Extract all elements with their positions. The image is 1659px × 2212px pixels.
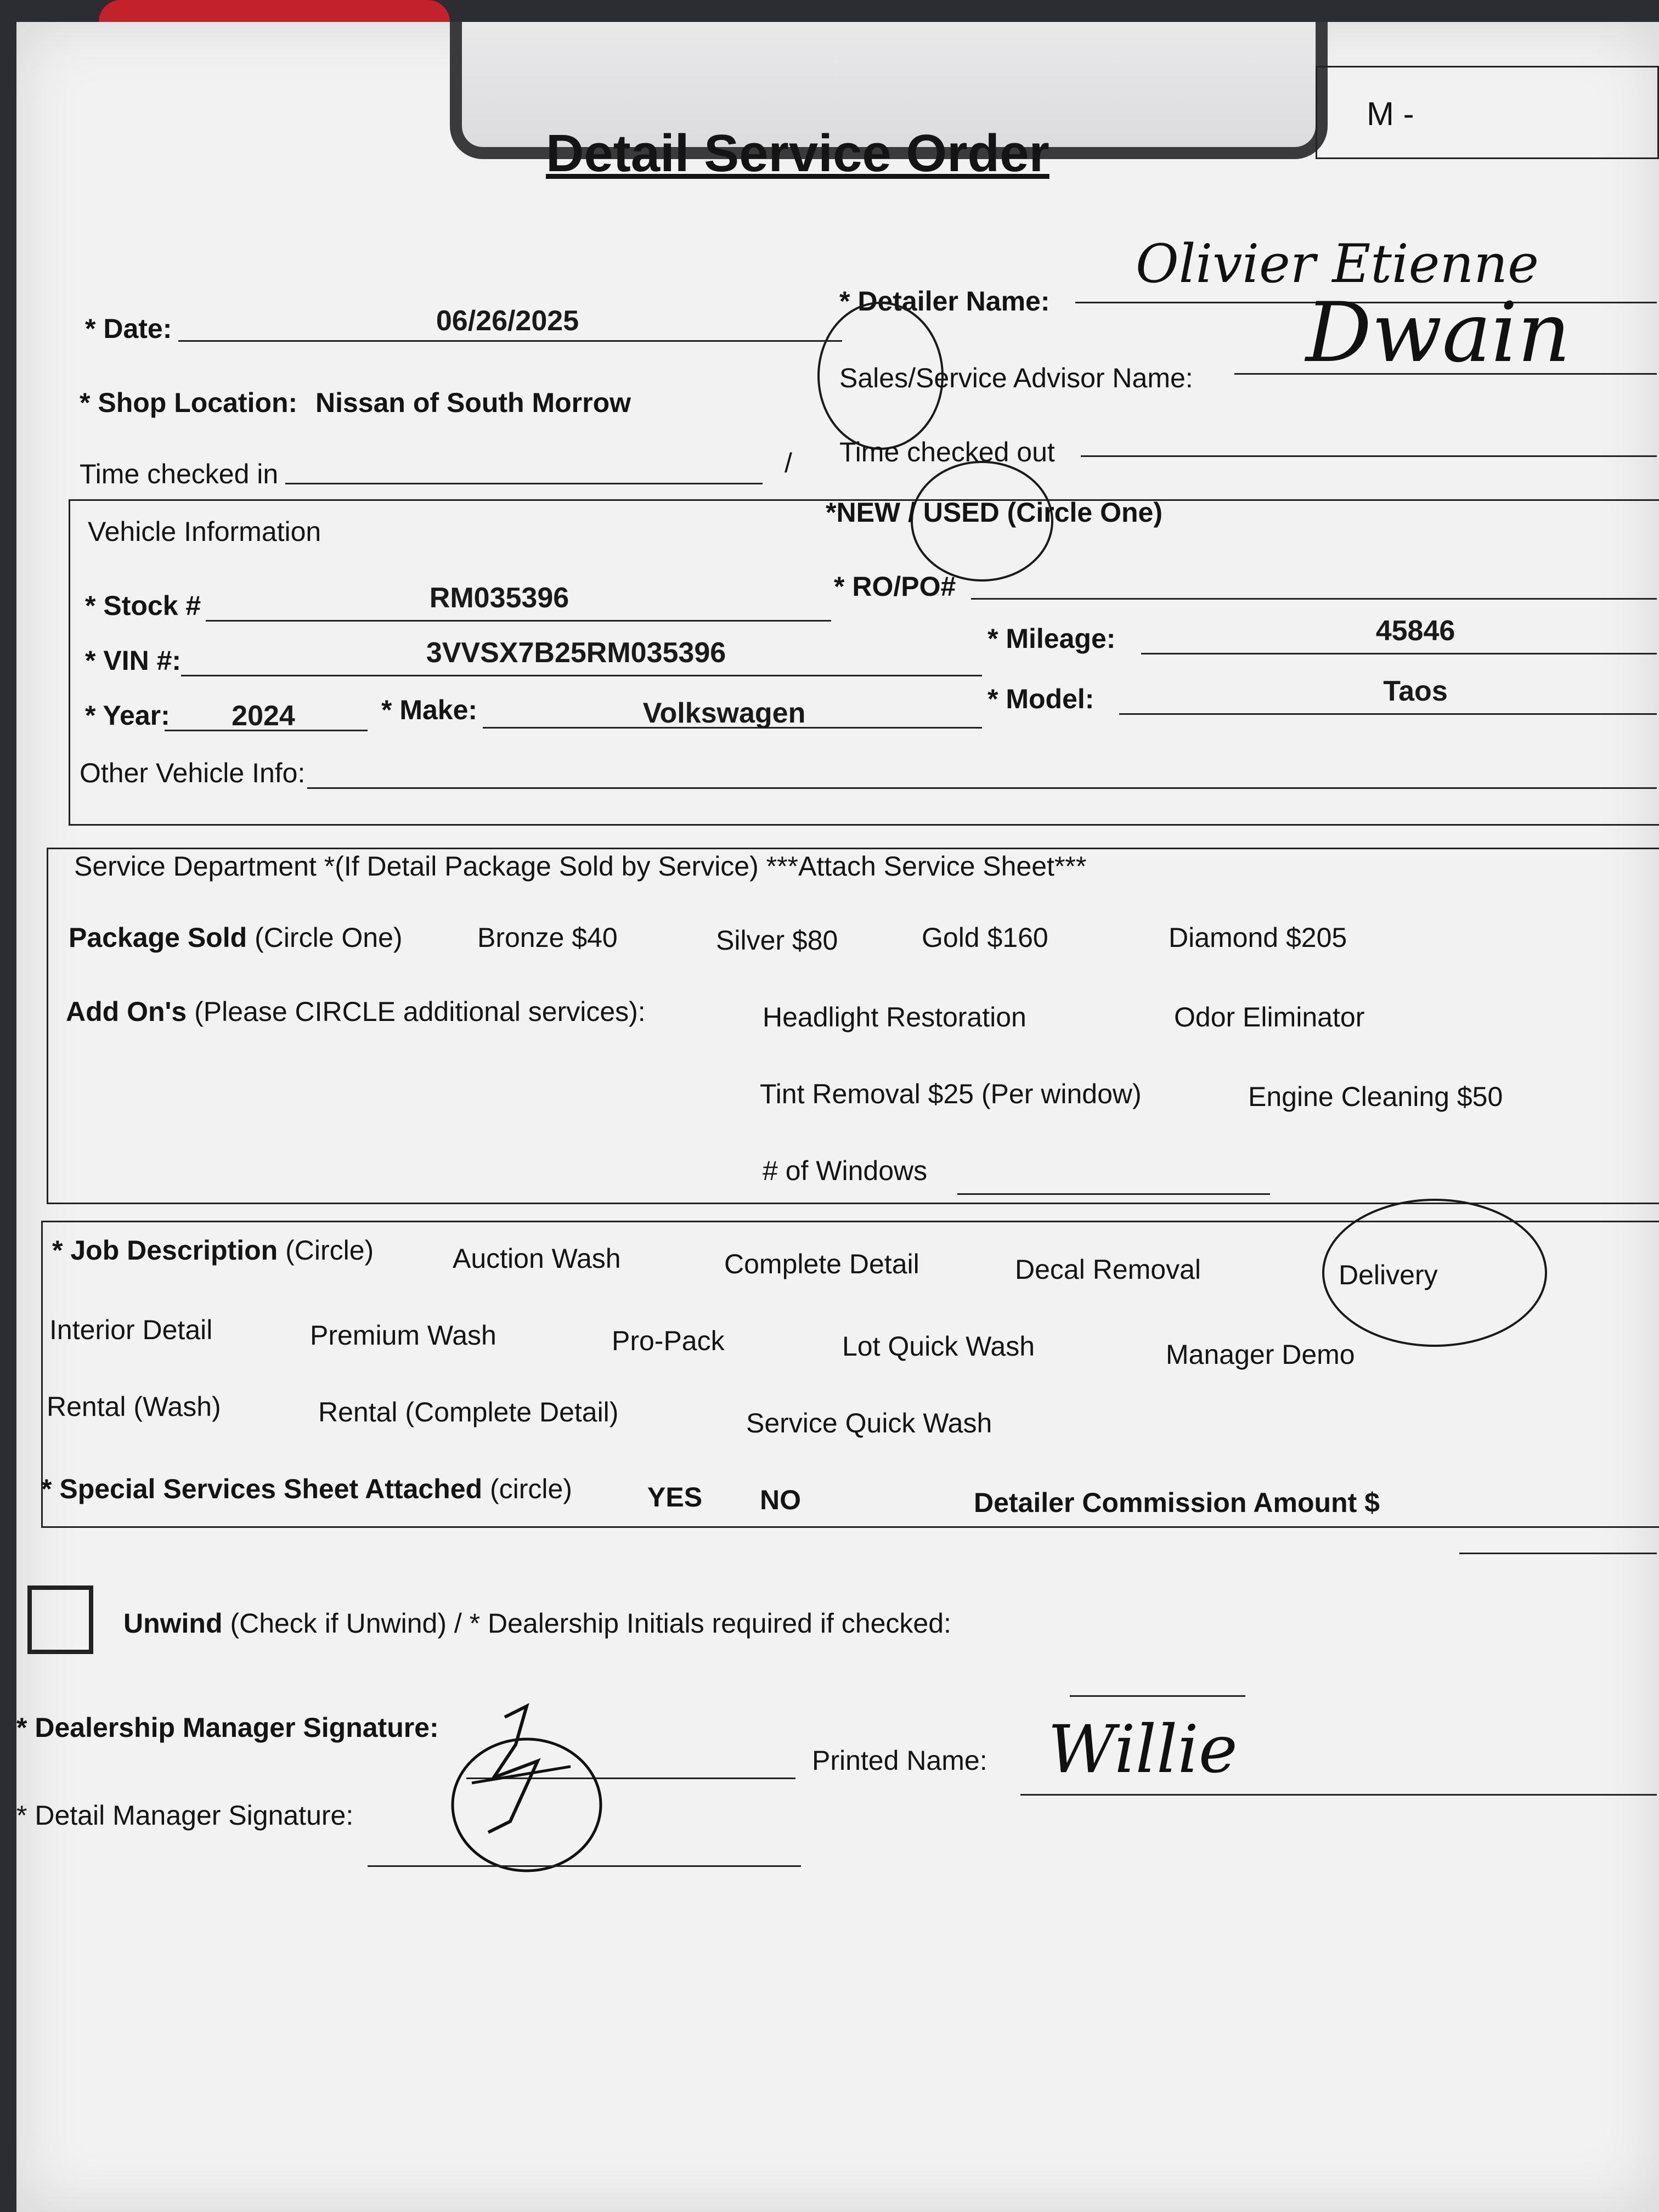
date-label: * Date: bbox=[85, 313, 172, 344]
other-vehicle-info-line bbox=[307, 787, 1657, 789]
mileage-value[interactable]: 45846 bbox=[1375, 615, 1455, 647]
mileage-line bbox=[1141, 653, 1657, 654]
printed-name-value[interactable]: Willie bbox=[1048, 1712, 1238, 1788]
date-value[interactable]: 06/26/2025 bbox=[436, 305, 579, 337]
year-label: * Year: bbox=[85, 700, 170, 731]
job-auction-wash[interactable]: Auction Wash bbox=[453, 1243, 621, 1274]
model-line bbox=[1119, 713, 1657, 715]
dealership-manager-signature-label: * Dealership Manager Signature: bbox=[16, 1712, 439, 1743]
dealership-manager-signature bbox=[444, 1695, 620, 1882]
time-slash: / bbox=[785, 448, 792, 478]
job-interior-detail[interactable]: Interior Detail bbox=[49, 1314, 213, 1345]
advisor-name-label: Sales/Service Advisor Name: bbox=[839, 363, 1193, 393]
form-title: Detail Service Order bbox=[546, 124, 1049, 183]
job-rental-complete-detail[interactable]: Rental (Complete Detail) bbox=[318, 1397, 619, 1427]
make-value[interactable]: Volkswagen bbox=[642, 697, 806, 729]
form-paper bbox=[16, 22, 1659, 2212]
addon-engine-cleaning[interactable]: Engine Cleaning $50 bbox=[1248, 1081, 1503, 1112]
stock-value[interactable]: RM035396 bbox=[429, 582, 569, 614]
make-label: * Make: bbox=[381, 695, 478, 725]
addon-odor-eliminator[interactable]: Odor Eliminator bbox=[1174, 1002, 1365, 1032]
job-pro-pack[interactable]: Pro-Pack bbox=[612, 1325, 725, 1356]
unwind-label: Unwind (Check if Unwind) / * Dealership Initials required if checked: bbox=[123, 1608, 951, 1639]
printed-name-label: Printed Name: bbox=[812, 1745, 988, 1776]
package-sold-label: Package Sold (Circle One) bbox=[69, 922, 403, 953]
printed-name-line bbox=[1020, 1794, 1657, 1796]
mileage-label: * Mileage: bbox=[988, 623, 1116, 654]
m-number-box bbox=[1316, 66, 1659, 159]
detailer-name-value[interactable]: Olivier Etienne bbox=[1136, 233, 1539, 295]
detailer-name-label: * Detailer Name: bbox=[839, 286, 1050, 317]
detail-manager-signature-line bbox=[368, 1865, 801, 1867]
package-gold[interactable]: Gold $160 bbox=[922, 922, 1048, 953]
job-description-label: * Job Description (Circle) bbox=[52, 1235, 374, 1266]
shop-location-value: Nissan of South Morrow bbox=[315, 387, 631, 418]
job-premium-wash[interactable]: Premium Wash bbox=[310, 1320, 496, 1351]
commission-line bbox=[1459, 1553, 1657, 1554]
addon-headlight-restoration[interactable]: Headlight Restoration bbox=[763, 1002, 1026, 1032]
job-delivery[interactable]: Delivery bbox=[1339, 1260, 1438, 1290]
addon-tint-removal[interactable]: Tint Removal $25 (Per window) bbox=[760, 1079, 1142, 1109]
special-services-yes[interactable]: YES bbox=[647, 1482, 703, 1513]
package-diamond[interactable]: Diamond $205 bbox=[1169, 922, 1347, 953]
model-value[interactable]: Taos bbox=[1383, 675, 1448, 707]
m-number-label: M - bbox=[1367, 95, 1414, 132]
job-service-quick-wash[interactable]: Service Quick Wash bbox=[746, 1408, 992, 1438]
vin-value[interactable]: 3VVSX7B25RM035396 bbox=[426, 637, 726, 669]
advisor-name-value[interactable]: Dwain bbox=[1306, 285, 1571, 381]
job-complete-detail[interactable]: Complete Detail bbox=[724, 1249, 919, 1279]
ro-po-label: * RO/PO# bbox=[834, 571, 956, 602]
vin-line bbox=[181, 675, 982, 676]
year-value[interactable]: 2024 bbox=[232, 700, 295, 732]
special-services-no[interactable]: NO bbox=[760, 1485, 801, 1515]
time-out-label: Time checked out bbox=[839, 437, 1055, 467]
detail-manager-signature-label: * Detail Manager Signature: bbox=[16, 1800, 354, 1831]
special-services-label: * Special Services Sheet Attached (circle) bbox=[41, 1474, 572, 1504]
model-label: * Model: bbox=[988, 684, 1094, 714]
job-rental-wash[interactable]: Rental (Wash) bbox=[47, 1391, 221, 1422]
service-heading: Service Department *(If Detail Package Sold by Service) ***Attach Service Sheet*** bbox=[74, 851, 1087, 882]
package-bronze[interactable]: Bronze $40 bbox=[477, 922, 618, 953]
job-decal-removal[interactable]: Decal Removal bbox=[1015, 1254, 1201, 1285]
vin-label: * VIN #: bbox=[85, 645, 182, 676]
time-in-label: Time checked in bbox=[80, 459, 279, 489]
stock-line bbox=[206, 620, 831, 622]
package-silver[interactable]: Silver $80 bbox=[716, 925, 838, 956]
time-out-line bbox=[1081, 455, 1657, 457]
ro-po-line bbox=[971, 598, 1657, 600]
dealership-initials-line bbox=[1070, 1695, 1245, 1697]
other-vehicle-info-label: Other Vehicle Info: bbox=[80, 758, 306, 788]
job-lot-quick-wash[interactable]: Lot Quick Wash bbox=[842, 1331, 1035, 1362]
time-in-line bbox=[285, 483, 763, 484]
stock-label: * Stock # bbox=[85, 590, 201, 621]
commission-label: Detailer Commission Amount $ bbox=[974, 1487, 1380, 1518]
unwind-checkbox[interactable] bbox=[27, 1585, 93, 1654]
vehicle-section-label: Vehicle Information bbox=[88, 516, 321, 547]
add-ons-label: Add On's (Please CIRCLE additional services): bbox=[66, 996, 646, 1027]
windows-count-label: # of Windows bbox=[763, 1155, 928, 1186]
windows-count-line bbox=[957, 1193, 1270, 1195]
shop-location-label: * Shop Location: bbox=[80, 387, 298, 418]
job-manager-demo[interactable]: Manager Demo bbox=[1166, 1339, 1355, 1370]
date-line bbox=[178, 340, 842, 342]
new-used-option[interactable]: *NEW / USED (Circle One) bbox=[826, 497, 1163, 528]
